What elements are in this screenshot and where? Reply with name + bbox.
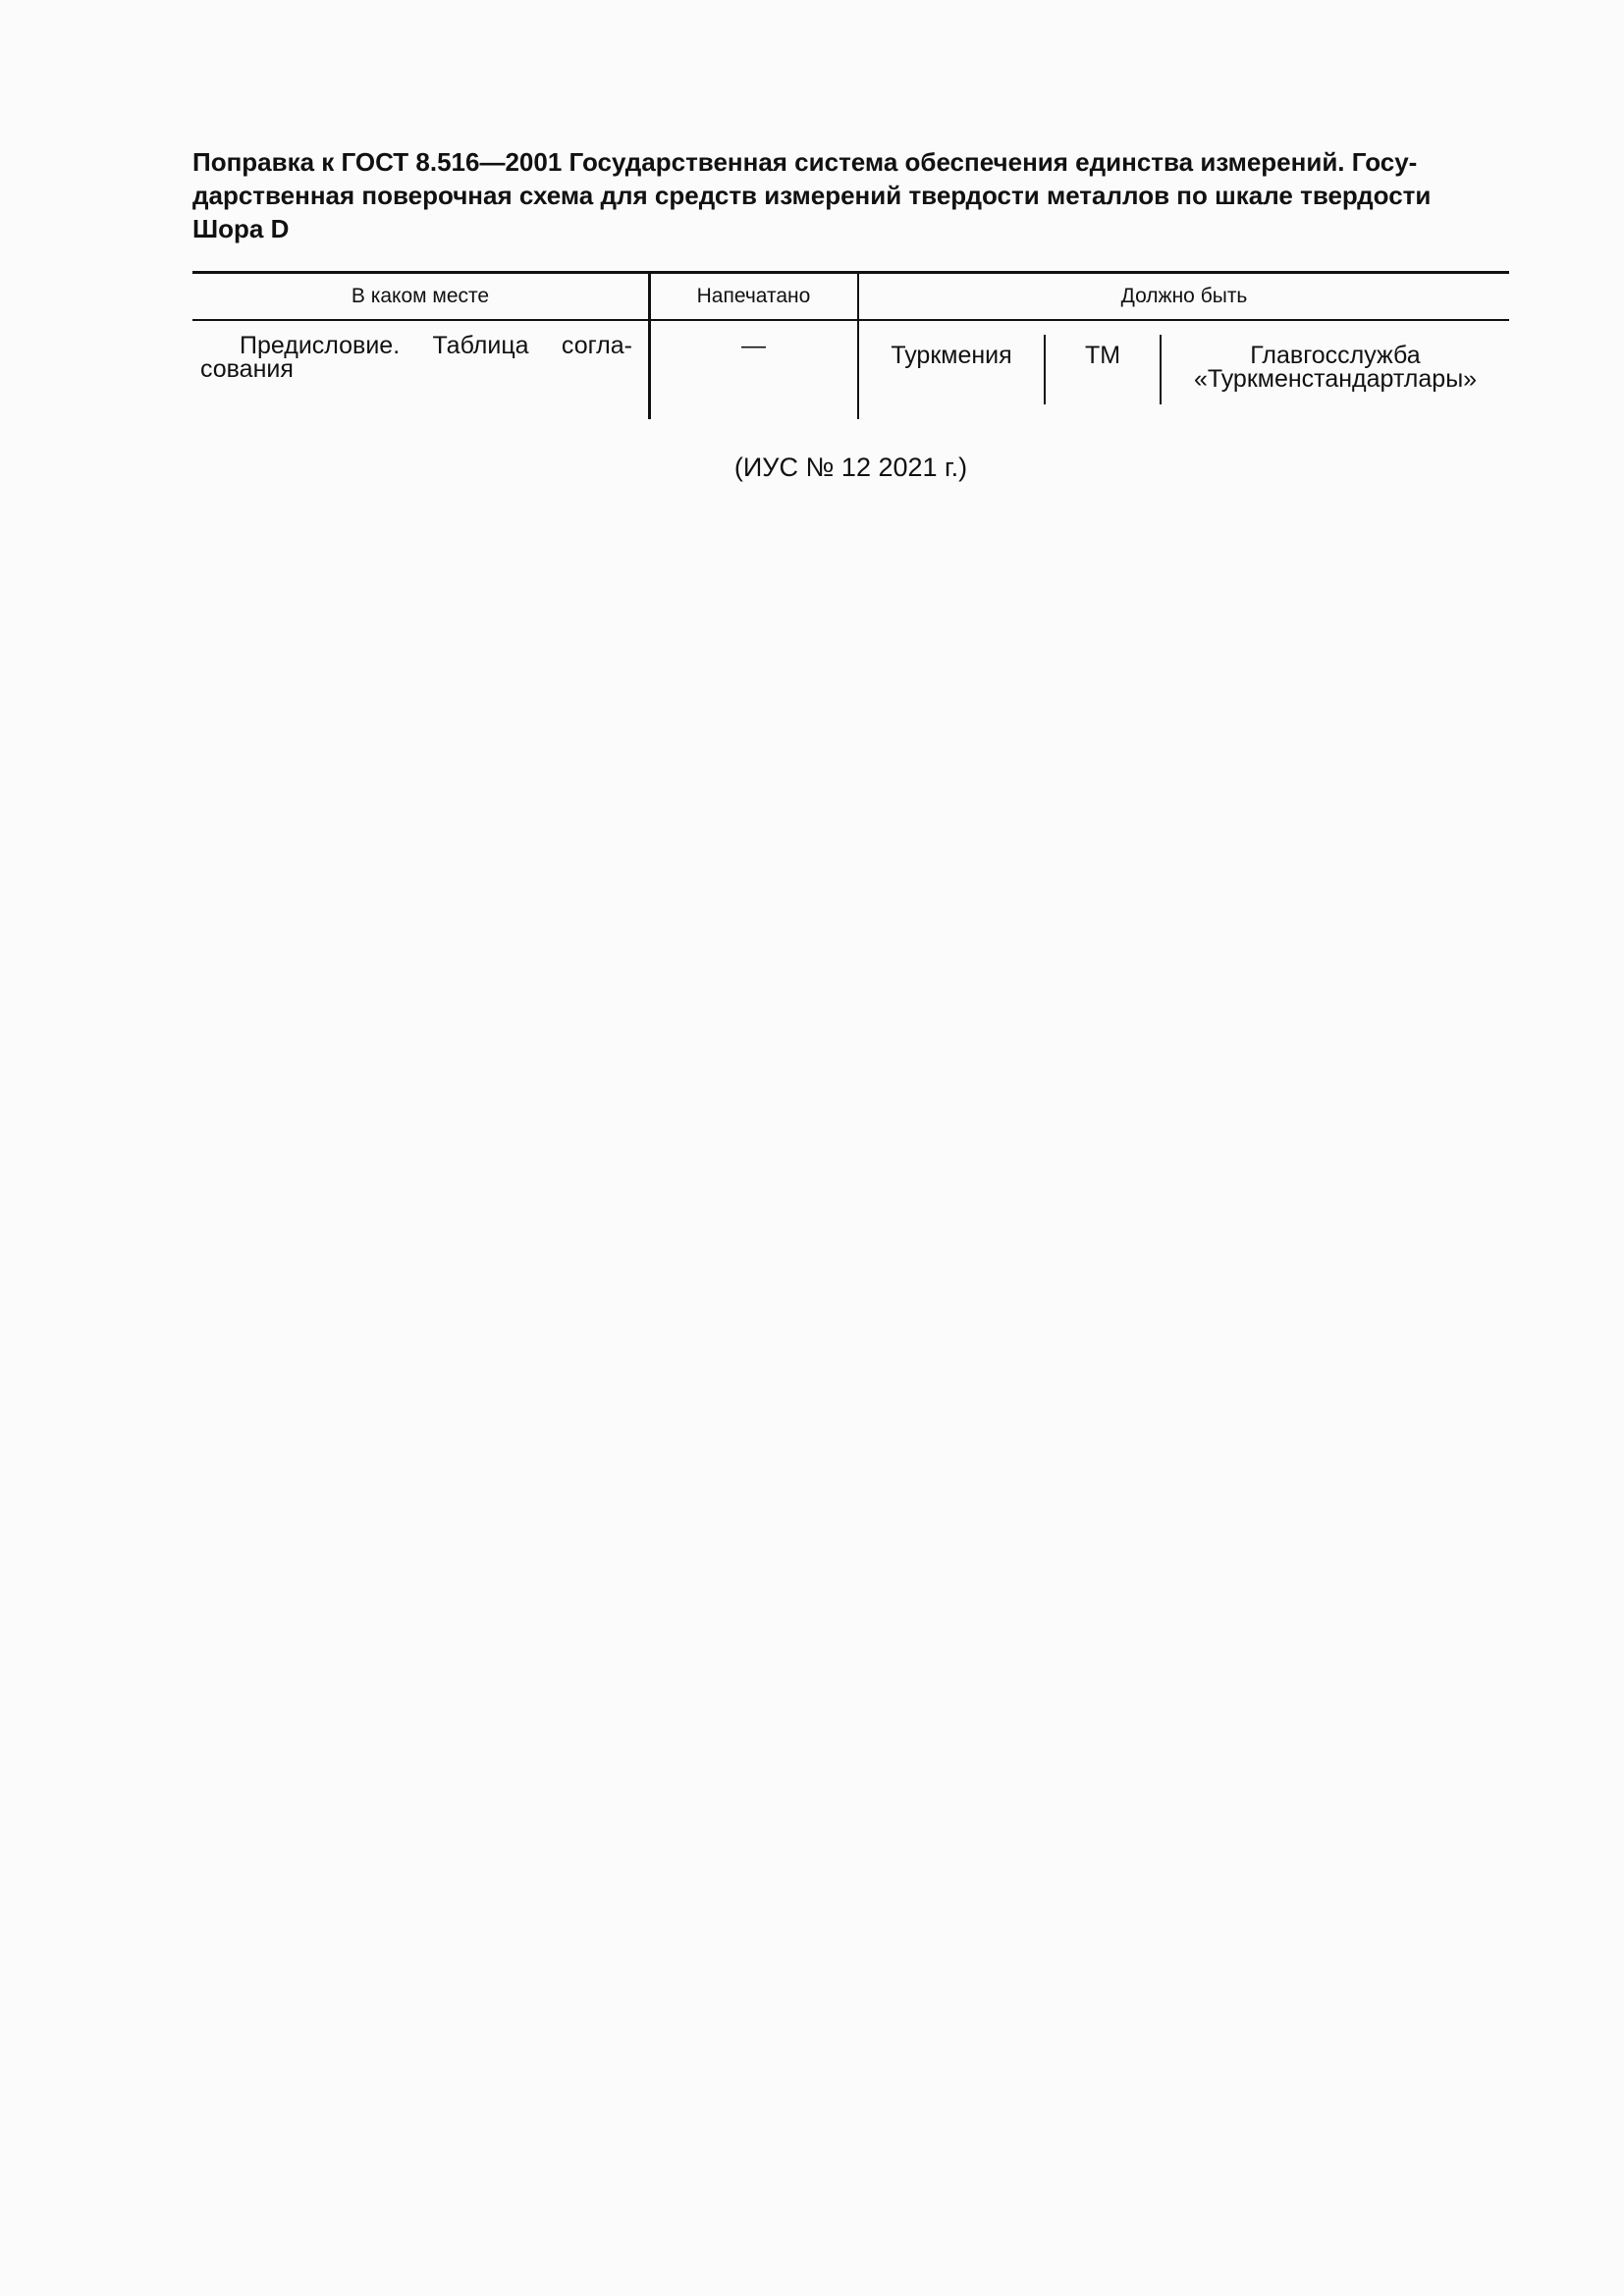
cell-where-line-2: сования <box>200 355 294 383</box>
cell-organization-line-1: Главгосслужба <box>1250 342 1421 369</box>
cell-organization-line-2: «Туркменстандартлары» <box>1193 365 1478 393</box>
cell-printed: — <box>741 332 766 359</box>
header-where: В каком месте <box>351 285 490 307</box>
table-top-rule <box>192 271 1509 274</box>
publication-reference: (ИУС № 12 2021 г.) <box>733 453 968 482</box>
header-printed: Напечатано <box>696 285 811 307</box>
cell-country: Туркмения <box>891 342 1012 369</box>
title-line-1: Поправка к ГОСТ 8.516—2001 Государственная система обеспечения единства измерений. Госу- <box>192 147 1418 177</box>
cell-where-line-1: Предисловие. Таблица согла- <box>240 332 632 359</box>
table-header-rule <box>192 319 1509 321</box>
title-line-2: дарственная поверочная схема для средств измерений твердости металлов по шкале твердости <box>192 181 1432 210</box>
cell-organization <box>1162 344 1509 391</box>
page-title <box>192 145 1508 245</box>
cell-where <box>200 334 632 381</box>
header-should-be: Должно быть <box>1120 285 1248 307</box>
title-line-3: Шора D <box>192 214 290 243</box>
cell-country-code: TM <box>1084 342 1121 369</box>
